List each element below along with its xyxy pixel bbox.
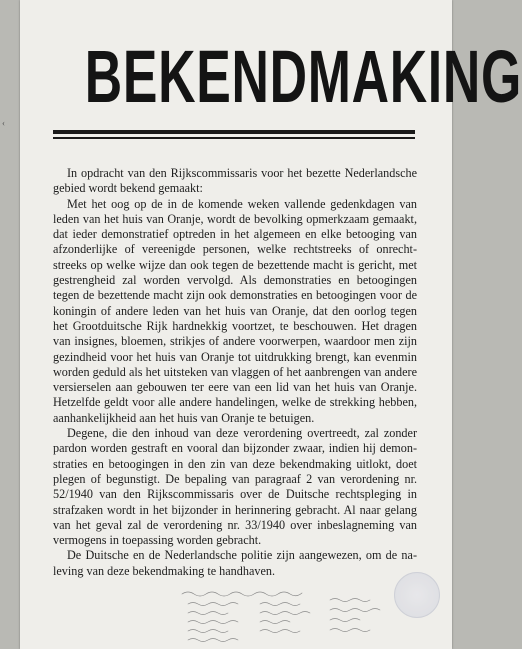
page-edge-mark: ‹ [2, 118, 5, 128]
penalty-paragraph: Degene, die den inhoud van deze verordening overtreedt, zal zonder pardon worden gestraft en vooral dan bijzonder zwaar, indien hij demonstraties en betoogingen in den zin van deze bekendmaking uitlokt, doet plegen of begunstigt. De bepaling van paragraaf 2 van verordening nr. 52/1940 van den Rijkscommissaris over de Duitsche rechtspleging in strafzaken wordt in het bijzonder in herinnering gebracht. Al naar gelang van het geval zal de verordening nr. 33/1940 over inbeslagneming van vermogens in toepassing worden gebracht. [53, 426, 417, 548]
title-rule-thin [53, 137, 415, 139]
handwritten-annotation [180, 586, 420, 646]
poster-body [53, 166, 417, 579]
handwriting-scribble [180, 586, 420, 646]
proclamation-poster [20, 0, 522, 649]
main-paragraph: Met het oog op de in de komende weken vallende gedenkdagen van leden van het huis van Oranje, wordt de bevolking opmerkzaam gemaakt, dat ieder demonstratief optreden in het algemeen en elke betooging van afzonderlijke of vereenigde personen, welke rechtstreeks of onrechtstreeks op welke wijze dan ook tegen de bezettende macht is gericht, met gestrengheid zal worden vervolgd. Als demonstraties en betoogingen tegen de bezettende macht zijn ook demonstraties en betoogingen voor de koningin of andere leden van het huis van Oranje, dat den oorlog tegen het Grootduitsche Rijk hardnekkig voortzet, te beschouwen. Het dragen van insignes, bloemen, strikjes of andere voorwerpen, waardoor men zijn gezindheid voor het huis van Oranje tot uitdrukking brengt, kan evenmin worden geduld als het uitsteken van vlaggen of het aanbrengen van andere versierselen aan gebouwen ter eere van een lid van het huis van Oranje. Hetzelfde geldt voor alle andere handelingen, welke de strekking hebben, aanhankelijkheid aan het huis van Oranje te betuigen. [53, 196, 417, 425]
poster-title: BEKENDMAKING [84, 35, 522, 118]
library-stamp [394, 572, 440, 618]
title-rule-thick [53, 130, 415, 134]
police-paragraph: De Duitsche en de Nederlandsche politie zijn aangewezen, om de naleving van deze bekendmaking te handhaven. [53, 548, 417, 578]
intro-paragraph: In opdracht van den Rijkscommissaris voor het bezette Nederlandsche gebied wordt bekend gemaakt: [53, 166, 417, 196]
